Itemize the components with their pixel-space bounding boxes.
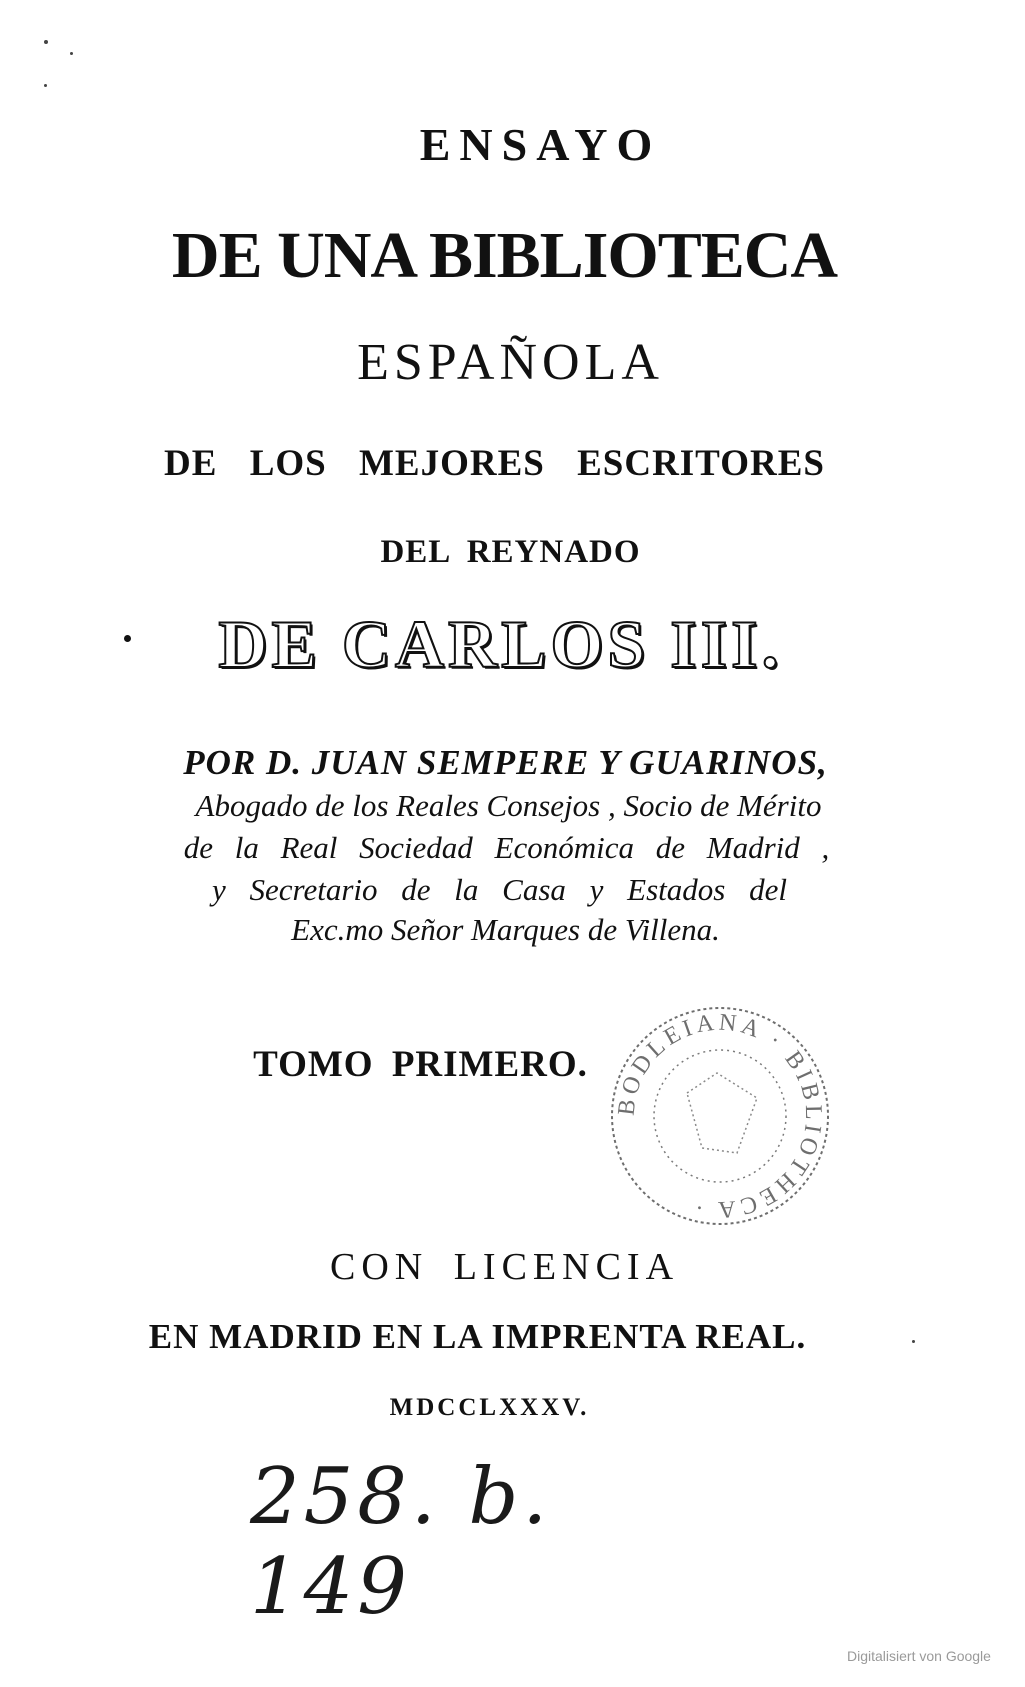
title-line-biblioteca: DE UNA BIBLIOTECA xyxy=(171,219,838,292)
license-line: CON LICENCIA xyxy=(329,1246,680,1288)
author-description-line-2: de la Real Sociedad Económica de Madrid , xyxy=(183,830,830,865)
paper-speck xyxy=(912,1340,915,1343)
author-description-line-1: Abogado de los Reales Consejos , Socio de Mérito xyxy=(195,788,822,823)
author-line: POR D. JUAN SEMPERE Y GUARINOS, xyxy=(183,743,828,782)
library-stamp xyxy=(607,1003,833,1229)
title-line-reynado: DEL REYNADO xyxy=(380,534,641,570)
paper-speck xyxy=(44,84,47,87)
title-line-espanola: ESPAÑOLA xyxy=(357,334,664,391)
title-line-mejores-escritores: DE LOS MEJORES ESCRITORES xyxy=(164,443,825,484)
digitization-watermark: Digitalisiert von Google xyxy=(847,1648,991,1664)
title-line-ensayo: ENSAYO xyxy=(419,119,662,170)
volume-line: TOMO PRIMERO. xyxy=(253,1044,588,1085)
author-description-line-3: y Secretario de la Casa y Estados del xyxy=(212,872,787,907)
svg-text:BODLEIANA · BIBLIOTHECA · xyxy=(614,1009,827,1222)
handwritten-shelfmark: 258. b. 149 xyxy=(250,1452,552,1632)
paper-speck xyxy=(44,40,48,44)
stamp-text: BODLEIANA · BIBLIOTHECA · xyxy=(613,1009,827,1223)
title-line-carlos: DE CARLOS III. xyxy=(218,606,783,682)
publication-year: MDCCLXXXV. xyxy=(389,1394,590,1421)
printer-line: EN MADRID EN LA IMPRENTA REAL. xyxy=(148,1317,807,1356)
paper-speck xyxy=(70,52,73,55)
author-description-line-4: Exc.mo Señor Marques de Villena. xyxy=(291,912,720,947)
